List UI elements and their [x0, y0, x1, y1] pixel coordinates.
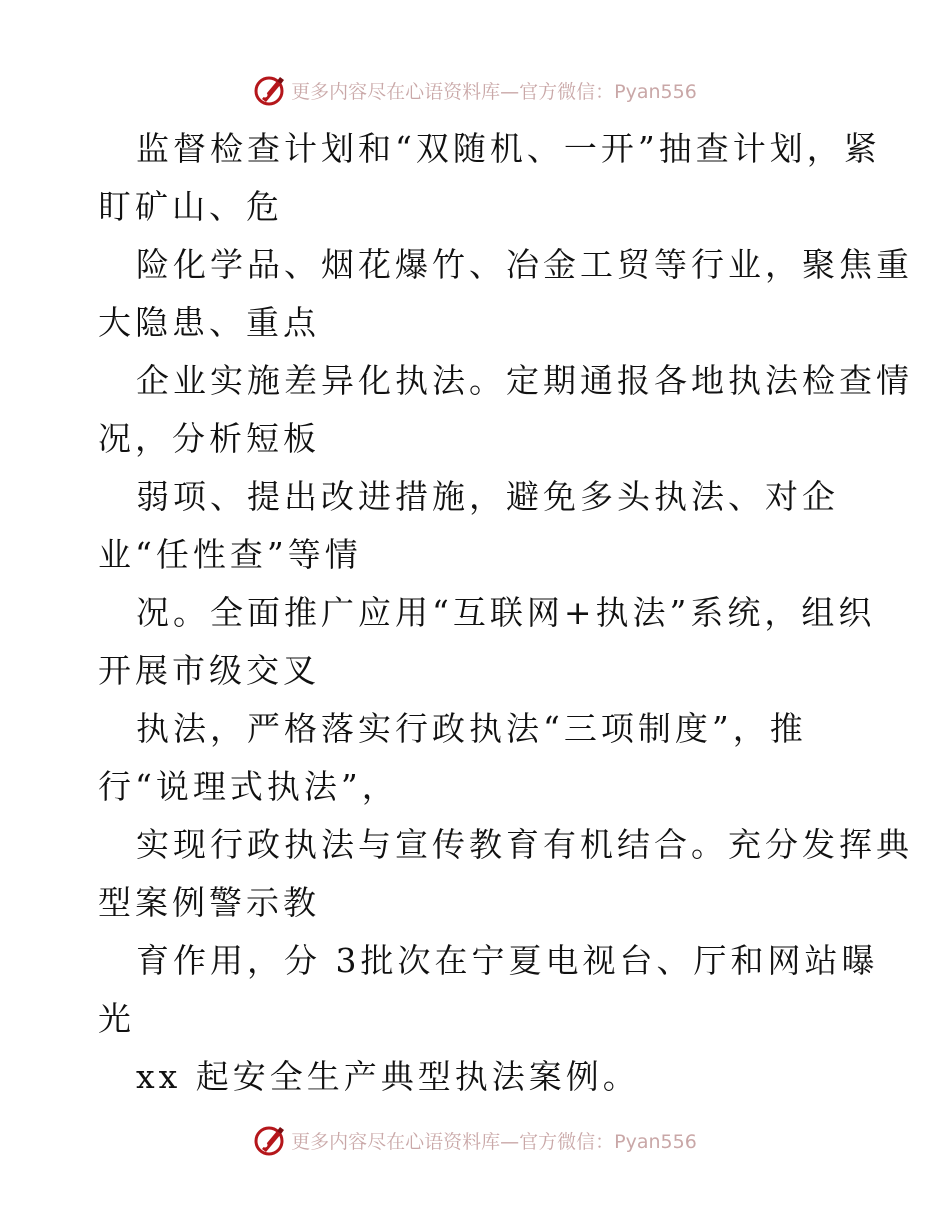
footer-banner — [0, 1120, 950, 1160]
text-line: 况。全面推广应用“互联网+执法”系统，组织 — [136, 593, 876, 632]
text-line: 况，分析短板 — [98, 419, 320, 458]
header-banner — [0, 70, 950, 110]
text-line: 行“说理式执法”， — [98, 767, 399, 806]
pen-logo-icon — [253, 1123, 287, 1157]
text-line: 执法，严格落实行政执法“三项制度”，推 — [136, 709, 807, 748]
text-line: 企业实施差异化执法。定期通报各地执法检查情 — [136, 361, 913, 400]
text-line: 盯矿山、危 — [98, 187, 283, 226]
text-line: 实现行政执法与宣传教育有机结合。充分发挥典 — [136, 825, 913, 864]
text-line: 光 — [98, 999, 135, 1038]
text-line: 业“任性查”等情 — [98, 535, 362, 574]
text-line: 监督检查计划和“双随机、一开”抽查计划，紧 — [136, 129, 881, 168]
document-body — [98, 120, 913, 1106]
text-line: xx 起安全生产典型执法案例。 — [136, 1057, 640, 1096]
footer-banner-text: 更多内容尽在心语资料库—官方微信：Pyan556 — [291, 1130, 697, 1153]
text-line: 险化学品、烟花爆竹、冶金工贸等行业，聚焦重 — [136, 245, 913, 284]
header-banner-text: 更多内容尽在心语资料库—官方微信：Pyan556 — [291, 80, 697, 103]
text-line: 开展市级交叉 — [98, 651, 320, 690]
text-line: 大隐患、重点 — [98, 303, 320, 342]
text-line: 弱项、提出改进措施，避免多头执法、对企 — [136, 477, 839, 516]
text-line: 育作用，分 3批次在宁夏电视台、厅和网站曝 — [136, 941, 879, 980]
pen-logo-icon — [253, 73, 287, 107]
text-line: 型案例警示教 — [98, 883, 320, 922]
